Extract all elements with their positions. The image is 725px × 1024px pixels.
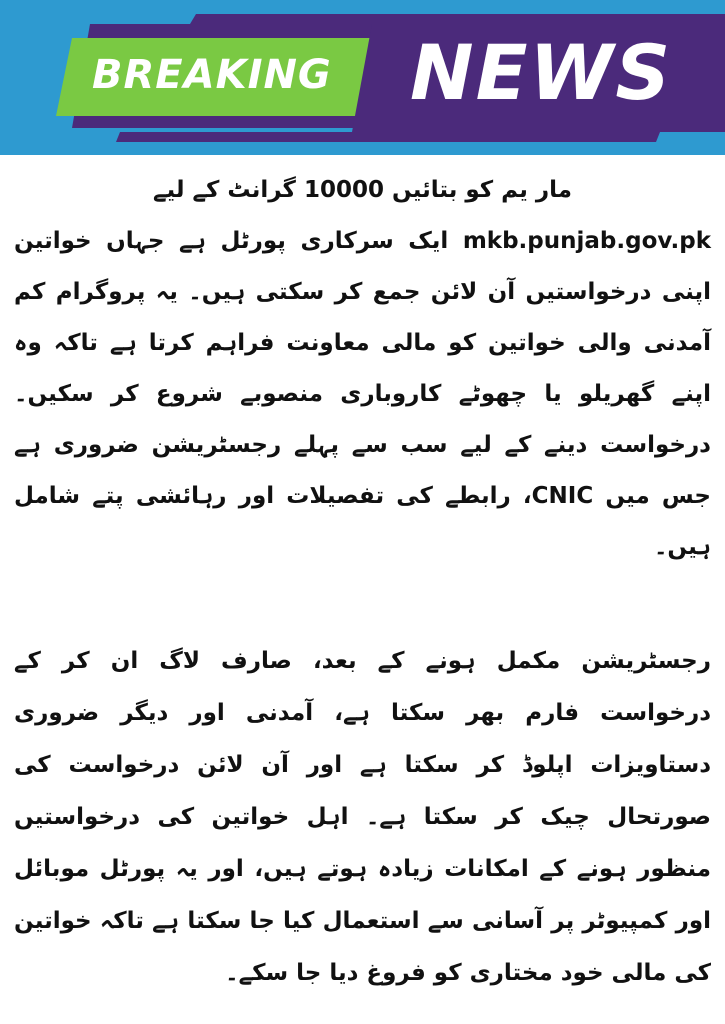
news-word: NEWS (410, 28, 673, 117)
paragraph-2-text: رجسٹریشن مکمل ہونے کے بعد، صارف لاگ ان کر کے درخواست فارم بھر سکتا ہے، آمدنی اور دیگر ضروری دستاویزات اپلوڈ کر سکتا ہے اور آن لائن درخواست کی صورتحال چیک کر سکتا ہے۔ اہل خواتین کی درخواستیں منظور ہونے کے امکانات زیادہ ہوتے ہیں، اور یہ پورٹل موبائل اور کمپیوٹر پر آسانی سے استعمال کیا جا سکتا ہے تاکہ خواتین کی مالی خود مختاری کو فروغ دیا جا سکے۔ (14, 648, 711, 986)
banner-bottom-stripe (116, 132, 660, 142)
paragraph-1-text: mkb.punjab.gov.pk ایک سرکاری پورٹل ہے جہاں خواتین اپنی درخواستیں آن لائن جمع کر سکتی ہیں۔ یہ پروگرام کم آمدنی والی خواتین کو مالی معاونت فراہم کرتا ہے تاکہ وہ اپنے گھریلو یا چھوٹے کاروباری منصوبے شروع کر سکیں۔ درخواست دینے کے لیے سب سے پہلے رجسٹریشن ضروری ہے جس میں CNIC، رابطے کی تفصیلات اور رہائشی پتے شامل ہیں۔ (14, 228, 711, 560)
article-paragraph-2 (14, 635, 711, 999)
breaking-word: BREAKING (92, 52, 332, 98)
banner-top-stripe (190, 14, 725, 24)
breaking-news-banner (0, 0, 725, 155)
article-title: مار یم کو بتائیں 10000 گرانٹ کے لیے (153, 177, 572, 203)
article-body (0, 165, 725, 999)
article-paragraph-1 (14, 165, 711, 573)
